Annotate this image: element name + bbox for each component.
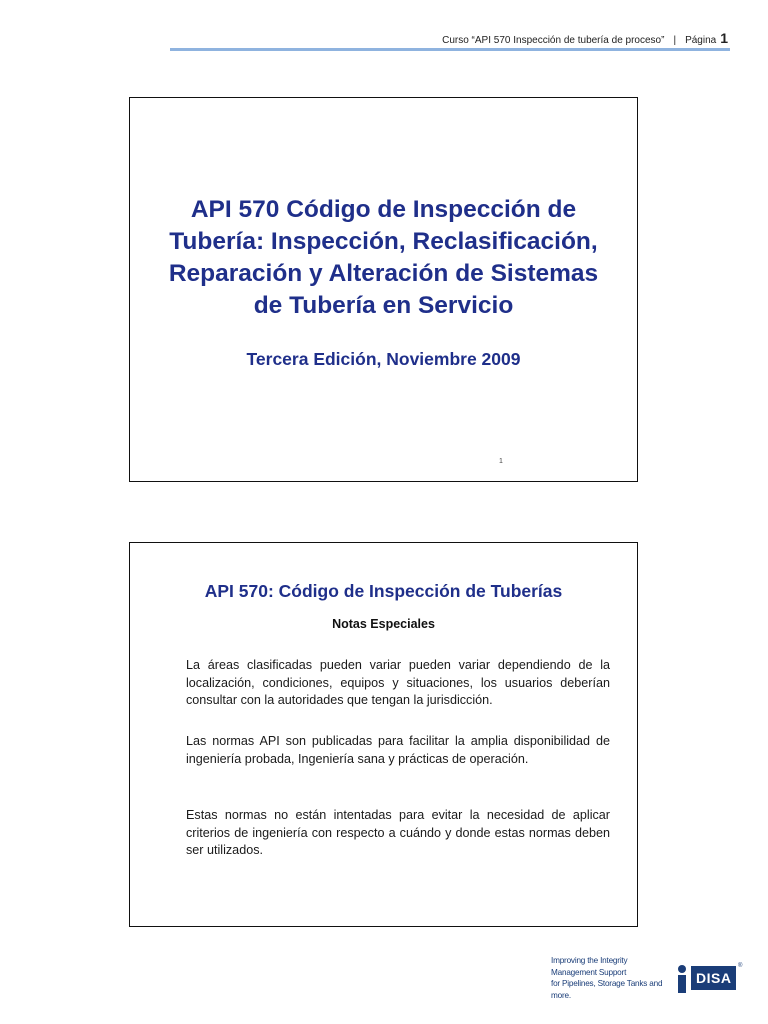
slide-2-paragraph: Estas normas no están intentadas para evitar la necesidad de aplicar criterios de ingeniería con respecto a cuándo y donde estas normas deben ser utilizados. <box>186 808 610 857</box>
idisa-logo-icon <box>675 963 689 993</box>
slide-1-title-line: Reparación y Alteración de Sistemas <box>168 260 599 287</box>
page-label: Página <box>685 35 717 46</box>
footer-tagline <box>551 955 671 1001</box>
logo-wordmark: DISA <box>691 966 736 990</box>
footer-logo <box>551 956 743 1000</box>
slide-2-paragraph: Las normas API son publicadas para facilitar la amplia disponibilidad de ingeniería probada, Ingeniería sana y prácticas de operación. <box>186 734 610 766</box>
slide-1-title-line: de Tubería en Servicio <box>253 292 514 319</box>
header-rule <box>170 48 730 51</box>
slide-2-title: API 570: Código de Inspección de Tuberías <box>204 581 563 601</box>
page-number: 1 <box>720 30 728 46</box>
tagline-line: for Pipelines, Storage Tanks and more. <box>551 979 663 1000</box>
slide-2-paragraph: La áreas clasificadas pueden variar pueden variar dependiendo de la localización, condiciones, equipos y situaciones, los usuarios deberían consultar con la autoridades que tengan la jurisdicción. <box>186 658 610 707</box>
slide-2 <box>129 542 638 927</box>
header-separator: | <box>673 35 677 46</box>
slide-1 <box>129 97 638 482</box>
idisa-logo <box>675 963 743 993</box>
page-header <box>442 30 728 46</box>
slide-1-subtitle: Tercera Edición, Noviembre 2009 <box>246 349 521 369</box>
course-title: Curso “API 570 Inspección de tubería de proceso” <box>442 35 665 46</box>
tagline-line: Improving the Integrity Management Support <box>551 956 628 977</box>
slide-2-subtitle: Notas Especiales <box>332 617 435 631</box>
slide-1-number: 1 <box>499 458 503 465</box>
slide-1-title-line: Tubería: Inspección, Reclasificación, <box>169 228 598 255</box>
slide-1-title <box>130 194 637 322</box>
slide-1-title-line: API 570 Código de Inspección de <box>190 196 577 223</box>
registered-mark: ® <box>738 963 743 969</box>
